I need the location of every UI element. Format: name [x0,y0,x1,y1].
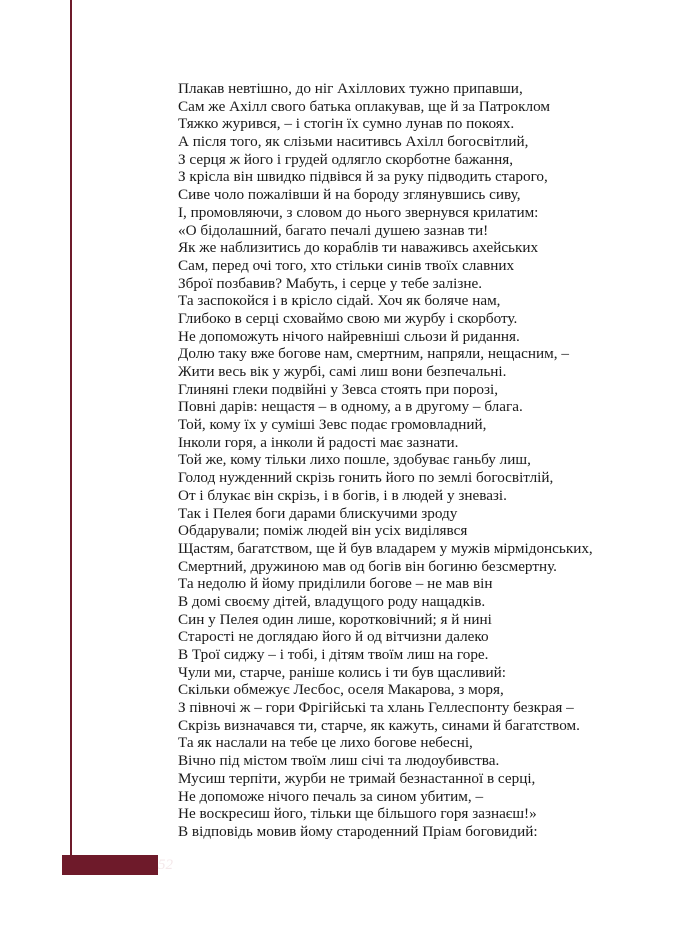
poem-line: З серця ж його і грудей одлягло скорботне бажання, [178,150,514,168]
poem-line: «О бідолашний, багато печалі душею зазнав ти! [178,221,489,239]
poem-line: Смертний, дружиною мав од богів він богиню безсмертну. [178,557,557,575]
poem-line: З півночі ж – гори Фрігійські та хлань Геллеспонту безкрая – [178,699,574,717]
poem-line: От і блукає він скрізь, і в богів, і в людей у зневазі. [178,486,507,504]
poem-line: І, промовляючи, з словом до нього звернувся крилатим: [178,203,539,221]
poem-line: Зброї позбавив? Мабуть, і серце у тебе залізне. [178,274,482,292]
poem-line: Не воскресиш його, тільки ще більшого горя зазнаєш!» [178,805,537,823]
poem-line: Та заспокойся і в крісло сідай. Хоч як боляче нам, [178,292,501,310]
poem-line: Так і Пелея боги дарами блискучими зроду [178,504,458,522]
poem-line: В відповідь мовив йому староденний Пріам боговидий: [178,822,538,840]
poem-line: Сиве чоло пожалівши й на бороду зглянувшись сиву, [178,186,521,204]
poem-line: Долю таку вже богове нам, смертним, напряли, нещасним, – [178,345,569,363]
poem-line: Старості не доглядаю його й од вітчизни далеко [178,628,489,646]
poem-line: Тяжко журився, – і стогін їх сумно лунав по покоях. [178,115,515,133]
poem-line: Скрізь визначався ти, старче, як кажуть, синами й багатством. [178,716,580,734]
poem-line: Та як наслали на тебе це лихо богове небесні, [178,734,473,752]
poem-line: Плакав невтішно, до ніг Ахіллових тужно припавши, [178,80,523,97]
poem-line: Глиняні глеки подвійні у Зевса стоять при порозі, [178,380,499,398]
poem-line: Як же наблизитись до кораблів ти наваживсь ахейських [178,239,539,257]
poem-line: Голод нужденний скрізь гонить його по землі богосвітлій, [178,469,554,487]
poem-line: Глибоко в серці сховаймо свою ми журбу і скорботу. [178,309,518,327]
poem-line: Та недолю й йому приділили богове – не мав він [178,575,493,593]
margin-rule [70,0,72,872]
poem-line: Сам, перед очі того, хто стільки синів твоїх славних [178,256,515,274]
poem-line: З крісла він швидко підвівся й за руку підводить старого, [178,168,548,186]
poem-line: Не допоможуть нічого найревніші сльози й ридання. [178,327,520,345]
page-number-tab [62,855,173,875]
poem-line: Син у Пелея один лише, коротковічний; я й нині [178,610,492,628]
poem-line: Повні дарів: нещастя – в одному, а в другому – блага. [178,398,523,416]
poem-line: Інколи горя, а інколи й радості має зазнати. [178,433,459,451]
poem-line: В Трої сиджу – і тобі, і дітям твоїм лиш на горе. [178,646,489,663]
poem-line: А після того, як слізьми наситивсь Ахілл богосвітлий, [178,133,529,151]
poem-line: Обдарували; поміж людей він усіх виділявся [178,522,468,540]
poem-line: Жити весь вік у журбі, самі лиш вони безпечальні. [178,363,507,380]
poem-line: Скільки обмежує Лесбос, оселя Макарова, з моря, [178,681,504,699]
page-number: 52 [158,857,173,873]
poem-text [178,80,593,841]
poem-line: Щастям, багатством, ще й був владарем у мужів мірмідонських, [178,539,593,557]
poem-line: Сам же Ахілл свого батька оплакував, ще й за Патроклом [178,97,550,115]
poem-line: Чули ми, старче, раніше колись і ти був щасливий: [178,663,507,681]
poem-line: Не допоможе нічого печаль за сином убитим, – [178,787,484,805]
poem-line: Мусиш терпіти, журби не тримай безнастанної в серці, [178,769,536,787]
poem-line: Вічно під містом твоїм лиш січі та людоубивства. [178,752,500,770]
poem-line: Той же, кому тільки лихо пошле, здобуває ганьбу лиш, [178,451,531,469]
poem-line: Той, кому їх у суміші Зевс подає громовладний, [178,416,487,434]
poem-line: В домі своєму дітей, владущого роду нащадків. [178,592,486,610]
